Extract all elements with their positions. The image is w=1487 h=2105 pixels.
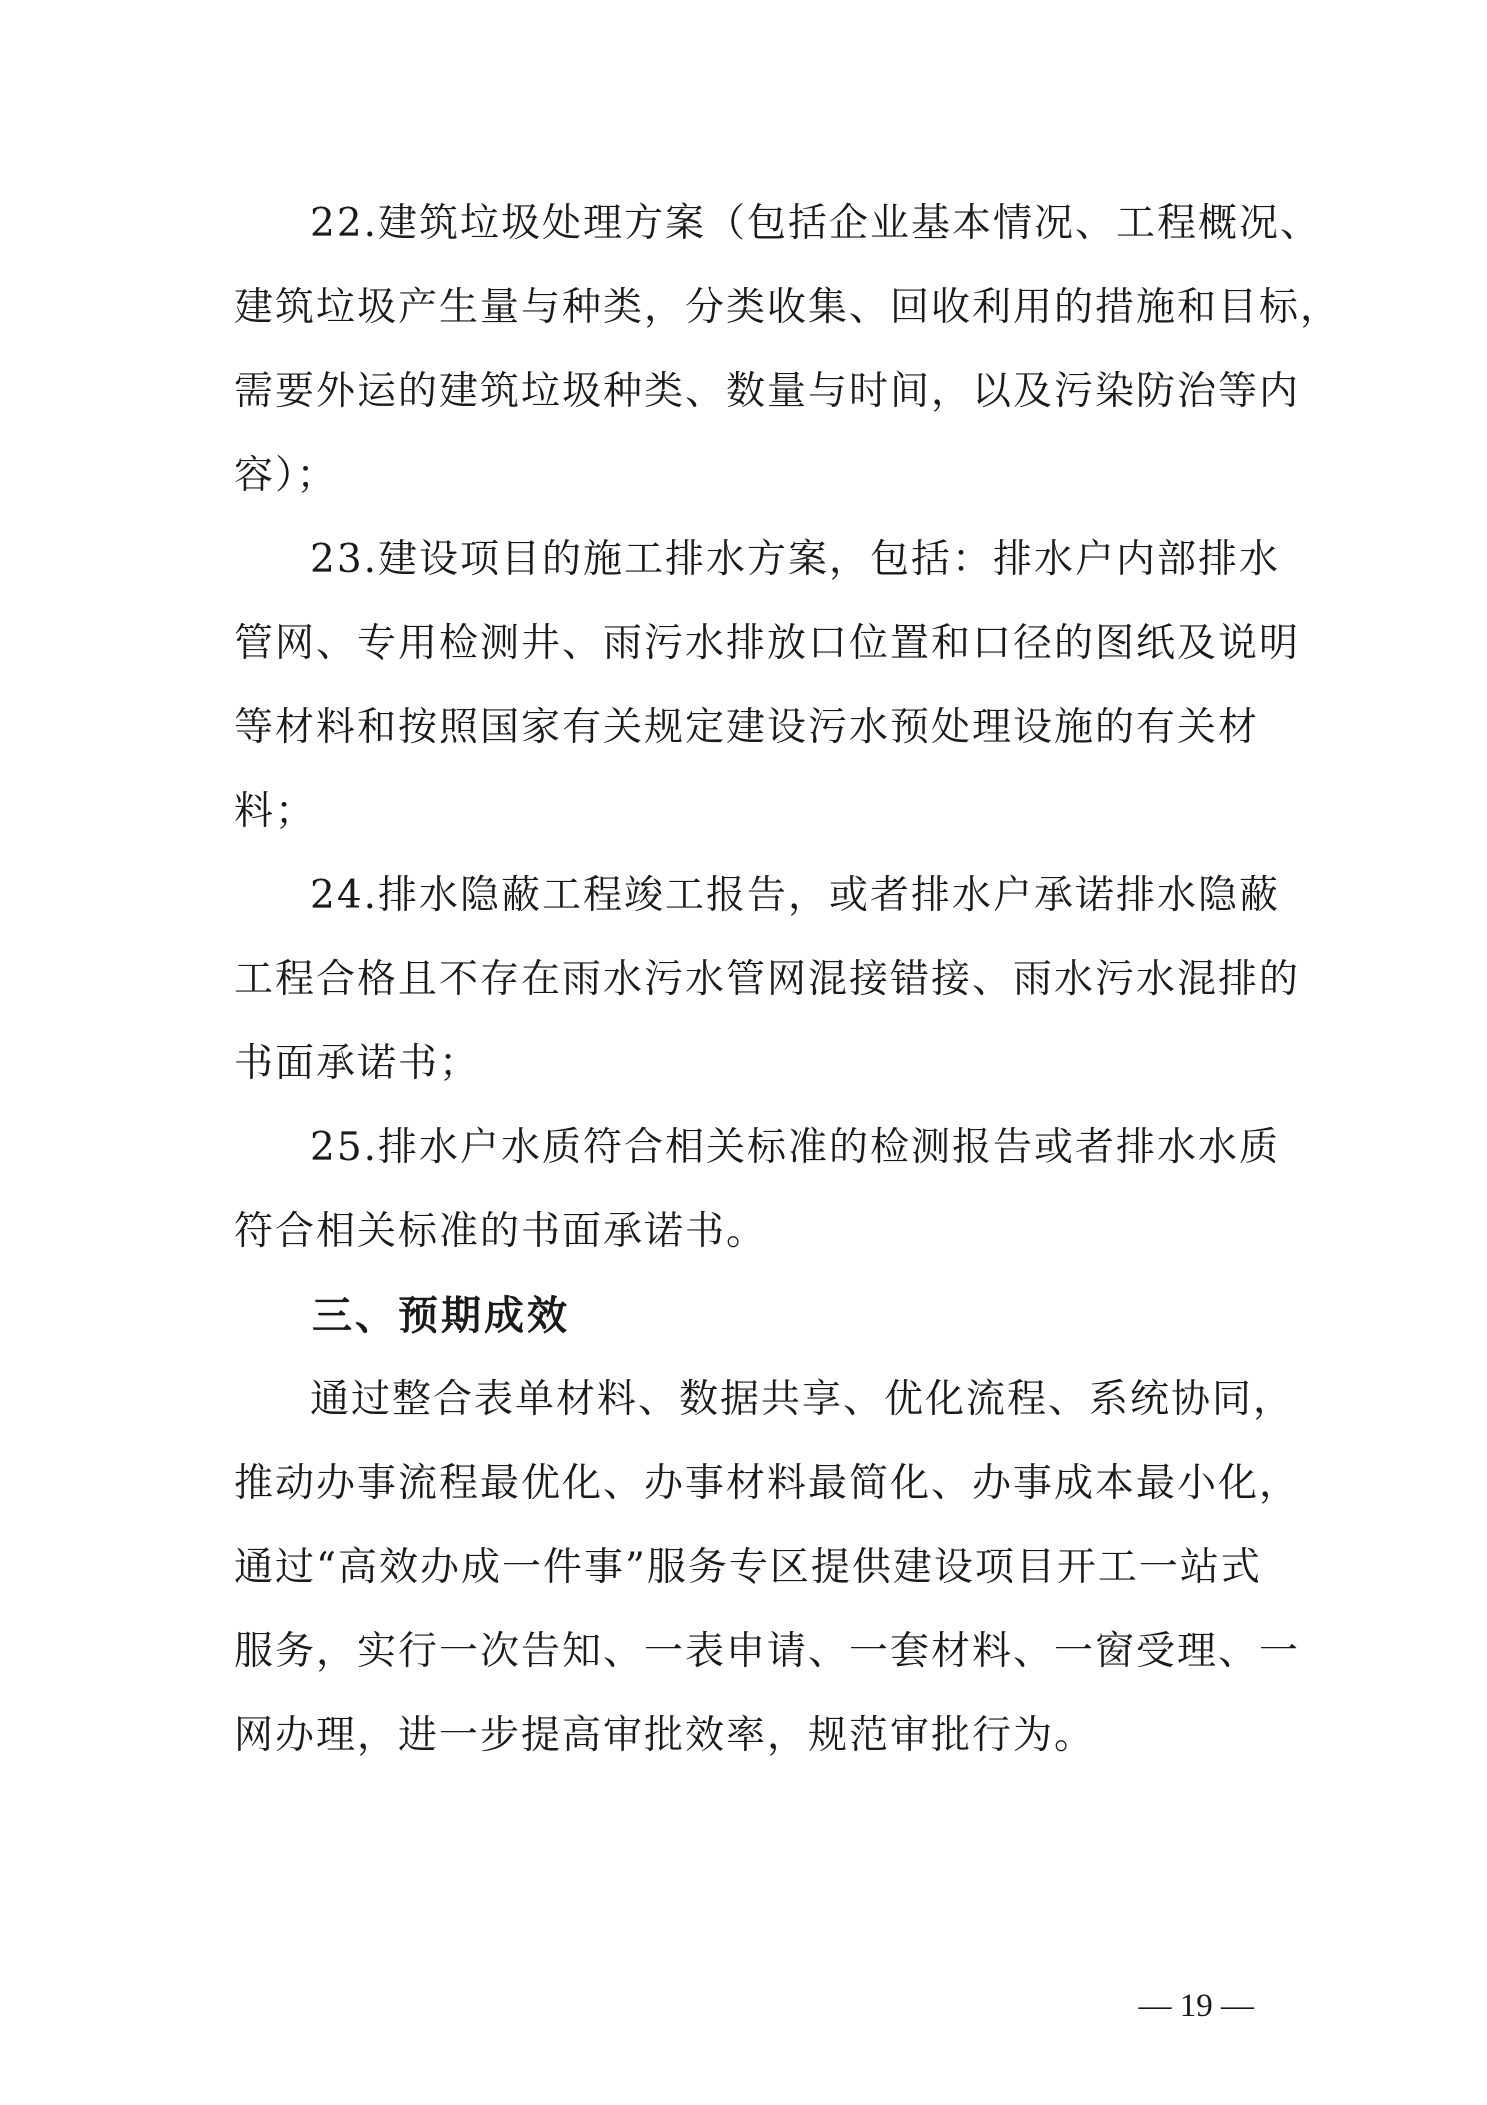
item-22-line-1: 22.建筑垃圾处理方案（包括企业基本情况、工程概况、 bbox=[310, 201, 1322, 246]
item-23-line-3: 等材料和按照国家有关规定建设污水预处理设施的有关材 bbox=[234, 705, 1260, 750]
item-24-line-2: 工程合格且不存在雨水污水管网混接错接、雨水污水混排的 bbox=[234, 957, 1301, 1002]
item-24-line-3: 书面承诺书； bbox=[234, 1041, 481, 1086]
item-25-line-1: 25.排水户水质符合相关标准的检测报告或者排水水质 bbox=[310, 1125, 1281, 1170]
section-3-line-3: 通过“高效办成一件事”服务专区提供建设项目开工一站式 bbox=[234, 1545, 1262, 1590]
section-3-line-1: 通过整合表单材料、数据共享、优化流程、系统协同， bbox=[310, 1377, 1295, 1422]
section-3-line-4: 服务，实行一次告知、一表申请、一套材料、一窗受理、一 bbox=[234, 1629, 1301, 1674]
item-22-line-4: 容）； bbox=[234, 453, 338, 498]
page-number: — 19 — bbox=[1138, 1988, 1254, 2024]
section-3-line-2: 推动办事流程最优化、办事材料最简化、办事成本最小化， bbox=[234, 1461, 1301, 1506]
item-23-line-2: 管网、专用检测井、雨污水排放口位置和口径的图纸及说明 bbox=[234, 621, 1301, 666]
item-23-line-4: 料； bbox=[234, 789, 317, 834]
item-25-line-2: 符合相关标准的书面承诺书。 bbox=[234, 1209, 768, 1254]
item-22-line-3: 需要外运的建筑垃圾种类、数量与时间，以及污染防治等内 bbox=[234, 369, 1301, 414]
item-23-line-1: 23.建设项目的施工排水方案，包括：排水户内部排水 bbox=[310, 537, 1281, 582]
section-heading-expected-results: 三、预期成效 bbox=[312, 1292, 570, 1339]
item-24-line-1: 24.排水隐蔽工程竣工报告，或者排水户承诺排水隐蔽 bbox=[310, 873, 1281, 918]
section-3-line-5: 网办理，进一步提高审批效率，规范审批行为。 bbox=[234, 1713, 1096, 1758]
item-22-line-2: 建筑垃圾产生量与种类，分类收集、回收利用的措施和目标， bbox=[234, 285, 1342, 330]
